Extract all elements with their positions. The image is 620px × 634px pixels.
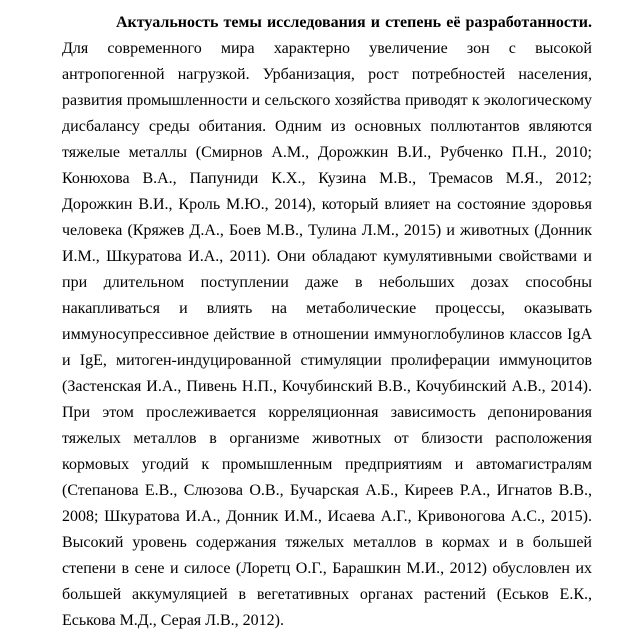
section-heading: Актуальность темы исследования и степень её разработанности. <box>116 14 592 31</box>
paragraph-text: Для современного мира характерно увеличение зон с высокой антропогенной нагрузкой. Урбанизация, рост потребностей населения, развития промышленности и сельского хозяйства приводят к экологическому дисбалансу среды обитания. Одним из основных поллютантов являются тяжелые металлы (Смирнов А.М., Дорожкин В.И., Рубченко П.Н., 2010; Конюхова В.А., Папуниди К.Х., Кузина М.В., Тремасов М.Я., 2012; Дорожкин В.И., Кроль М.Ю., 2014), который влияет на состояние здоровья человека (Кряжев Д.А., Боев М.В., Тулина Л.М., 2015) и животных (Донник И.М., Шкуратова И.А., 2011). Они обладают кумулятивными свойствами и при длительном поступлении даже в небольших дозах способны накапливаться и влиять на метаболические процессы, оказывать иммуносупрессивное действие в отношении иммуноглобулинов классов IgA и IgE, митоген-индуцированной стимуляции пролиферации иммуноцитов (Застенская И.А., Пивень Н.П., Кочубинский В.В., Кочубинский А.В., 2014). При этом прослеживается корреляционная зависимость депонирования тяжелых металлов в организме животных от близости расположения кормовых угодий к промышленным предприятиям и автомагистралям (Степанова Е.В., Слюзова О.В., Бучарская А.Б., Киреев Р.А., Игнатов В.В., 2008; Шкуратова И.А., Донник И.М., Исаева А.Г., Кривоногова А.С., 2015). Высокий уровень содержания тяжелых металлов в кормах и в большей степени в сене и силосе (Лоретц О.Г., Барашкин М.И., 2012) обусловлен их большей аккумуляцией в вегетативных органах растений (Еськов Е.К., Еськова М.Д., Серая Л.В., 2012). <box>62 40 592 629</box>
body-paragraph <box>62 10 592 634</box>
